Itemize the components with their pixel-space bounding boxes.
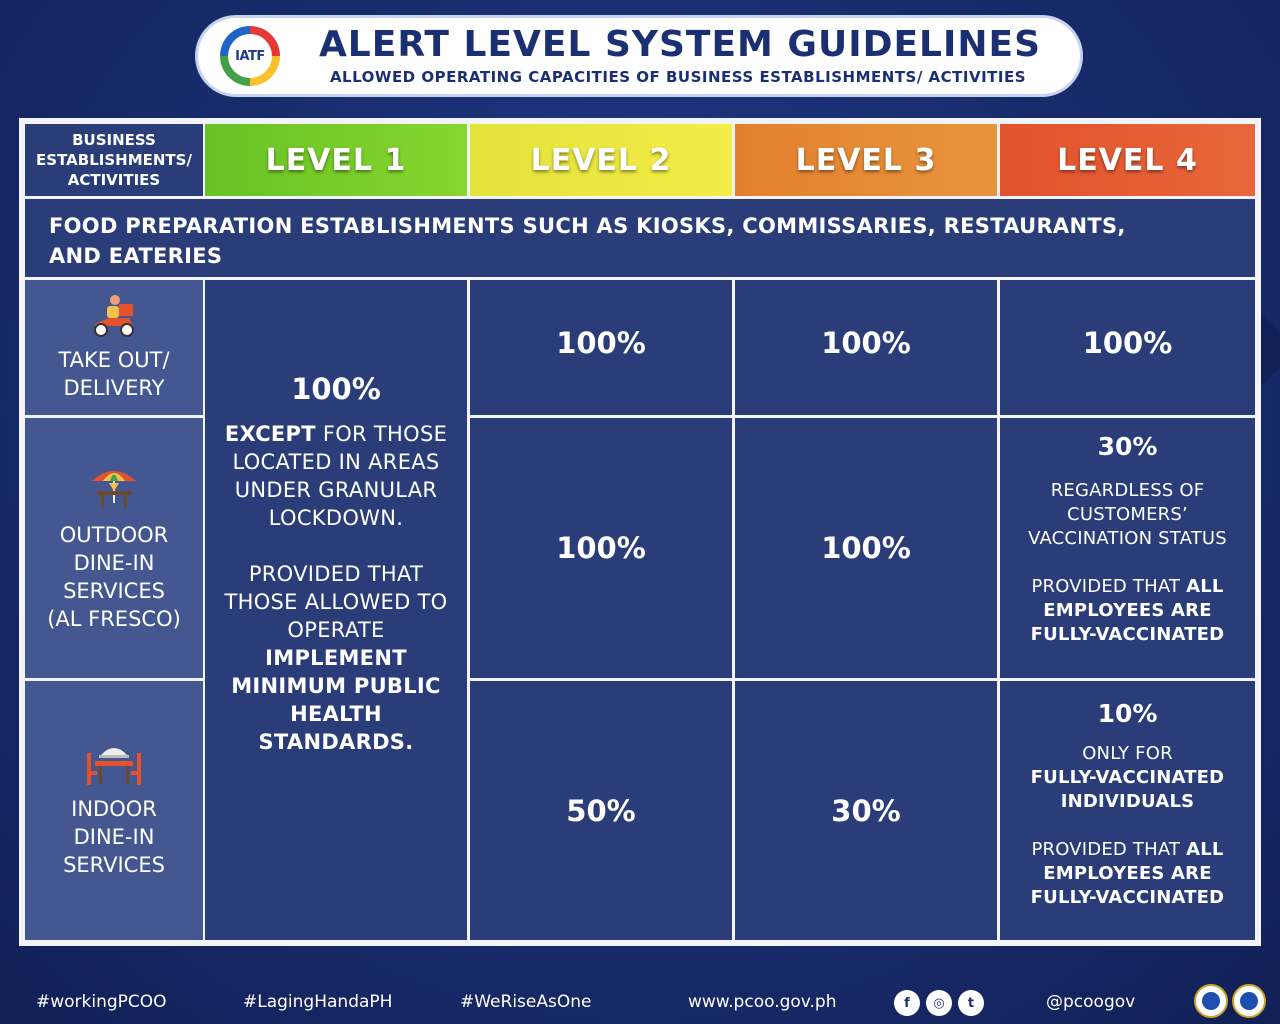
level-1-value: 100% <box>291 372 381 406</box>
level-4-text-line: CUSTOMERS’ <box>1067 504 1188 525</box>
category-header <box>25 199 1255 277</box>
row-label-line: OUTDOOR <box>59 523 169 547</box>
row-label-line: DINE-IN <box>73 551 155 575</box>
social-handle[interactable]: @pcoogov <box>1046 992 1136 1012</box>
delivery-scooter-icon <box>89 294 139 338</box>
level-4-header: LEVEL 4 <box>1000 124 1255 196</box>
level-1-text-line: THOSE ALLOWED TO <box>224 590 448 614</box>
level-1-bold-line: STANDARDS. <box>258 730 414 754</box>
level-3-indoor-value: 30% <box>831 793 901 828</box>
corner-header-line: ESTABLISHMENTS/ <box>36 151 192 169</box>
level-4-outdoor-value: 30% <box>1097 432 1158 461</box>
level-1-except-line <box>225 420 447 448</box>
row-label-line: SERVICES <box>63 852 165 877</box>
level-4-indoor-cell <box>1000 681 1255 940</box>
level-1-bold-line: HEALTH <box>290 702 382 726</box>
level-4-takeout-value: 100% <box>1082 326 1173 360</box>
level-3-takeout-value: 100% <box>821 326 911 360</box>
level-4-bold-line: EMPLOYEES ARE <box>1043 600 1212 621</box>
corner-header-line: BUSINESS <box>72 131 156 149</box>
except-rest: FOR THOSE <box>315 422 448 446</box>
level-1-text-line: LOCATED IN AREAS <box>232 450 440 474</box>
level-4-bold-line: FULLY-VACCINATED <box>1030 624 1225 645</box>
level-4-provided-line <box>1031 838 1223 862</box>
level-3-indoor-cell <box>735 681 997 940</box>
level-2-outdoor-cell <box>470 418 732 678</box>
level-2-takeout-value: 100% <box>556 326 646 360</box>
row-label-line: (AL FRESCO) <box>47 607 181 631</box>
twitter-icon[interactable]: t <box>958 990 984 1016</box>
instagram-icon[interactable]: ◎ <box>926 990 952 1016</box>
row-label-indoor <box>25 681 203 940</box>
level-3-takeout-cell <box>735 280 997 415</box>
level-1-text-line: OPERATE <box>287 618 385 642</box>
provided-text: PROVIDED THAT <box>1031 576 1187 597</box>
header-banner <box>198 18 1080 94</box>
guidelines-table <box>19 118 1261 946</box>
level-4-outdoor-cell <box>1000 418 1255 678</box>
level-1-cell <box>205 280 467 940</box>
row-label-line: SERVICES <box>63 579 165 603</box>
level-2-indoor-cell <box>470 681 732 940</box>
indoor-dining-table-icon <box>87 743 141 787</box>
row-label-outdoor <box>25 418 203 678</box>
row-label-line: INDOOR <box>71 796 157 821</box>
all-bold: ALL <box>1186 576 1224 597</box>
level-2-header: LEVEL 2 <box>470 124 732 196</box>
outdoor-umbrella-table-icon <box>89 463 139 513</box>
logo-text: IATF <box>235 48 265 64</box>
row-label-takeout <box>25 280 203 415</box>
corner-header <box>25 124 203 196</box>
level-3-header: LEVEL 3 <box>735 124 997 196</box>
page-subtitle: ALLOWED OPERATING CAPACITIES OF BUSINESS ESTABLISHMENTS/ ACTIVITIES <box>329 68 1027 86</box>
level-2-outdoor-value: 100% <box>556 531 646 565</box>
website-link[interactable]: www.pcoo.gov.ph <box>688 992 837 1012</box>
level-4-text-line: REGARDLESS OF <box>1050 480 1205 501</box>
level-3-outdoor-cell <box>735 418 997 678</box>
level-4-bold-line: FULLY-VACCINATED <box>1030 887 1225 908</box>
level-4-takeout-cell <box>1000 280 1255 415</box>
row-label-line: TAKE OUT/ <box>58 347 170 372</box>
all-bold: ALL <box>1186 839 1224 860</box>
level-4-bold-line: EMPLOYEES ARE <box>1043 863 1212 884</box>
level-3-outdoor-value: 100% <box>821 531 911 565</box>
level-4-text-line: ONLY FOR <box>1082 743 1173 764</box>
government-seal-icon <box>1194 984 1228 1018</box>
provided-text: PROVIDED THAT <box>1031 839 1187 860</box>
category-line: FOOD PREPARATION ESTABLISHMENTS SUCH AS KIOSKS, COMMISSARIES, RESTAURANTS, <box>49 214 1126 238</box>
row-label-line: DELIVERY <box>63 375 165 400</box>
level-1-bold-line: IMPLEMENT <box>265 646 407 670</box>
level-1-text-line: PROVIDED THAT <box>248 562 424 586</box>
category-line: AND EATERIES <box>49 244 223 268</box>
level-2-indoor-value: 50% <box>566 793 636 828</box>
level-4-text-line: VACCINATION STATUS <box>1028 528 1227 549</box>
hashtag: #WeRiseAsOne <box>460 992 592 1012</box>
footer <box>0 990 1280 1020</box>
level-1-text-line: UNDER GRANULAR <box>234 478 438 502</box>
level-4-indoor-value: 10% <box>1097 699 1158 728</box>
level-4-provided-line <box>1031 575 1223 599</box>
hashtag: #LagingHandaPH <box>243 992 393 1012</box>
facebook-icon[interactable]: f <box>894 990 920 1016</box>
level-2-takeout-cell <box>470 280 732 415</box>
row-label-line: DINE-IN <box>73 824 155 849</box>
iatf-logo <box>220 26 280 86</box>
pcoo-seal-icon <box>1232 984 1266 1018</box>
level-1-header: LEVEL 1 <box>205 124 467 196</box>
level-4-bold-line: FULLY-VACCINATED <box>1030 767 1225 788</box>
level-1-bold-line: MINIMUM PUBLIC <box>231 674 441 698</box>
page-title: ALERT LEVEL SYSTEM GUIDELINES <box>318 24 1042 65</box>
hashtag: #workingPCOO <box>36 992 167 1012</box>
level-4-bold-line: INDIVIDUALS <box>1060 791 1195 812</box>
level-1-text-line: LOCKDOWN. <box>268 506 404 530</box>
corner-header-line: ACTIVITIES <box>67 171 161 189</box>
except-bold: EXCEPT <box>224 422 316 446</box>
